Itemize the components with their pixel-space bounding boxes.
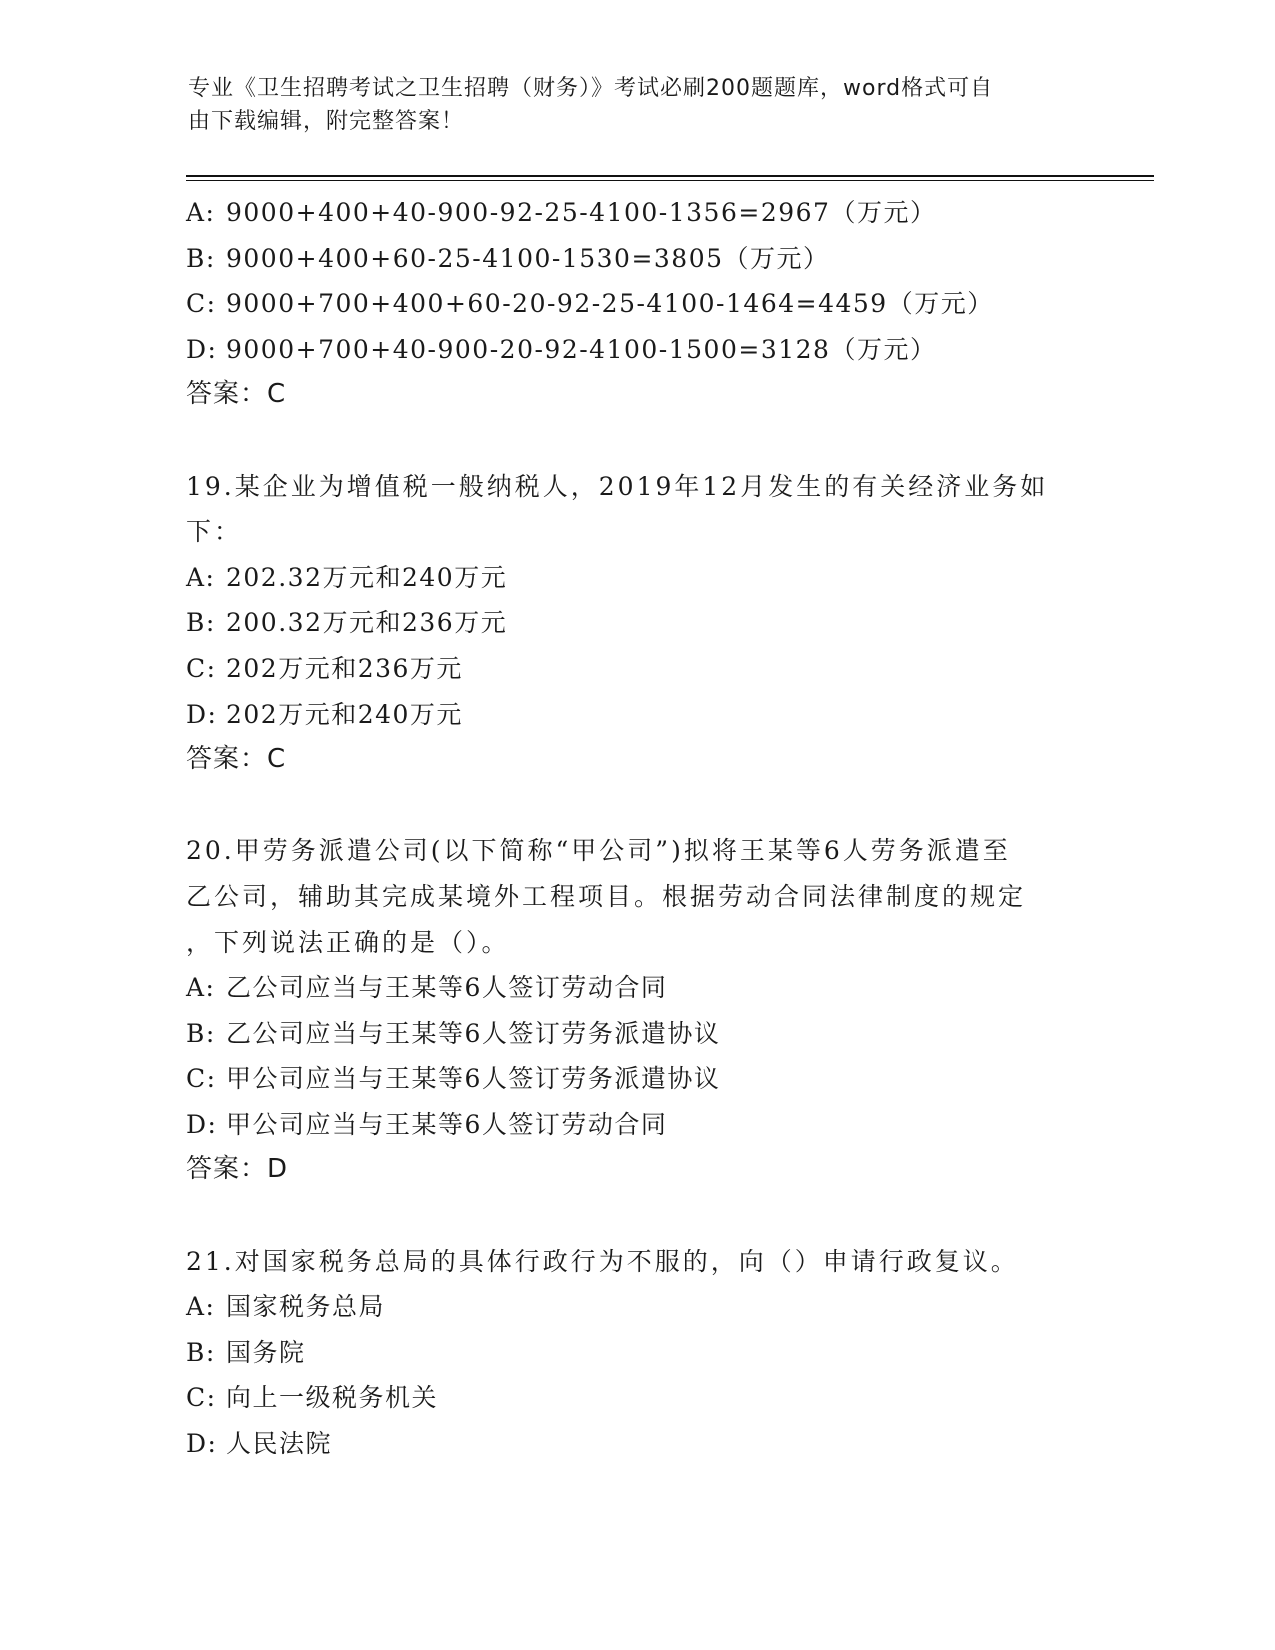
option-label: C:: [186, 653, 217, 683]
option-text: 9000+400+40-900-92-25-4100-1356=2967（万元）: [226, 198, 937, 227]
option-label: C:: [186, 1383, 217, 1413]
answer-line: 答案：D: [186, 1154, 289, 1185]
option-c: [186, 281, 1086, 327]
option-text: 甲公司应当与王某等6人签订劳务派遣协议: [226, 1064, 721, 1094]
option-label: A:: [186, 198, 216, 227]
option-d: [186, 327, 1086, 373]
option-a: [186, 1284, 1086, 1330]
option-label: A:: [186, 1292, 216, 1322]
option-d: [186, 1102, 1086, 1148]
option-label: D:: [186, 1429, 218, 1459]
question-content: [186, 190, 1086, 1467]
option-text: 202.32万元和240万元: [226, 562, 508, 592]
document-header: [188, 72, 1088, 138]
option-text: 202万元和240万元: [226, 699, 463, 729]
header-divider-thick: [186, 175, 1154, 177]
header-intro-line-2: 由下载编辑，附完整答案！: [188, 109, 465, 134]
option-text: 向上一级税务机关: [226, 1383, 439, 1413]
option-text: 9000+700+40-900-20-92-4100-1500=3128（万元）: [226, 334, 937, 364]
question-21: [186, 1239, 1086, 1467]
option-b: [186, 236, 1086, 282]
option-label: B:: [186, 243, 216, 273]
option-text: 甲公司应当与王某等6人签订劳动合同: [226, 1109, 668, 1139]
question-stem-line: 19.某企业为增值税一般纳税人，2019年12月发生的有关经济业务如: [186, 471, 1049, 501]
question-stem-line: 乙公司，辅助其完成某境外工程项目。根据劳动合同法律制度的规定: [186, 881, 1027, 911]
option-label: C:: [186, 1064, 217, 1094]
option-text: 9000+700+400+60-20-92-25-4100-1464=4459（万元）: [226, 289, 994, 319]
option-text: 9000+400+60-25-4100-1530=3805（万元）: [226, 243, 830, 273]
option-a: [186, 190, 1086, 236]
question-20: [186, 828, 1086, 1193]
option-label: B:: [186, 608, 216, 638]
question-stem-line: 20.甲劳务派遣公司(以下简称“甲公司”)拟将王某等6人劳务派遣至: [186, 836, 1011, 866]
spacer: [186, 783, 1086, 829]
option-label: D:: [186, 334, 218, 364]
option-d: [186, 1421, 1086, 1467]
option-a: [186, 555, 1086, 601]
header-divider-thin: [186, 180, 1154, 181]
option-b: [186, 600, 1086, 646]
option-label: B:: [186, 1337, 216, 1367]
spacer: [186, 1193, 1086, 1239]
option-text: 国务院: [226, 1337, 306, 1367]
answer-line: 答案：C: [186, 379, 287, 410]
question-stem-line: ，下列说法正确的是（）。: [186, 927, 510, 957]
option-c: [186, 1056, 1086, 1102]
option-label: B:: [186, 1018, 216, 1048]
question-18: [186, 190, 1086, 418]
spacer: [186, 418, 1086, 464]
option-label: D:: [186, 699, 218, 729]
option-label: A:: [186, 562, 216, 592]
option-text: 乙公司应当与王某等6人签订劳务派遣协议: [226, 1018, 721, 1048]
option-text: 乙公司应当与王某等6人签订劳动合同: [226, 973, 668, 1003]
question-stem-line: 下：: [186, 517, 243, 547]
option-label: A:: [186, 973, 216, 1003]
option-label: D:: [186, 1109, 218, 1139]
option-text: 202万元和236万元: [226, 653, 463, 683]
option-text: 人民法院: [226, 1429, 333, 1459]
option-b: [186, 1330, 1086, 1376]
answer-line: 答案：C: [186, 744, 287, 775]
question-stem-line: 21.对国家税务总局的具体行政行为不服的，向（）申请行政复议。: [186, 1246, 1019, 1276]
option-text: 200.32万元和236万元: [226, 608, 508, 638]
header-intro-line-1: 专业《卫生招聘考试之卫生招聘（财务）》考试必刷200题题库，word格式可自: [188, 76, 994, 101]
question-19: [186, 464, 1086, 783]
option-d: [186, 692, 1086, 738]
option-c: [186, 646, 1086, 692]
option-label: C:: [186, 289, 217, 319]
option-text: 国家税务总局: [226, 1292, 386, 1322]
option-a: [186, 965, 1086, 1011]
option-b: [186, 1011, 1086, 1057]
option-c: [186, 1375, 1086, 1421]
